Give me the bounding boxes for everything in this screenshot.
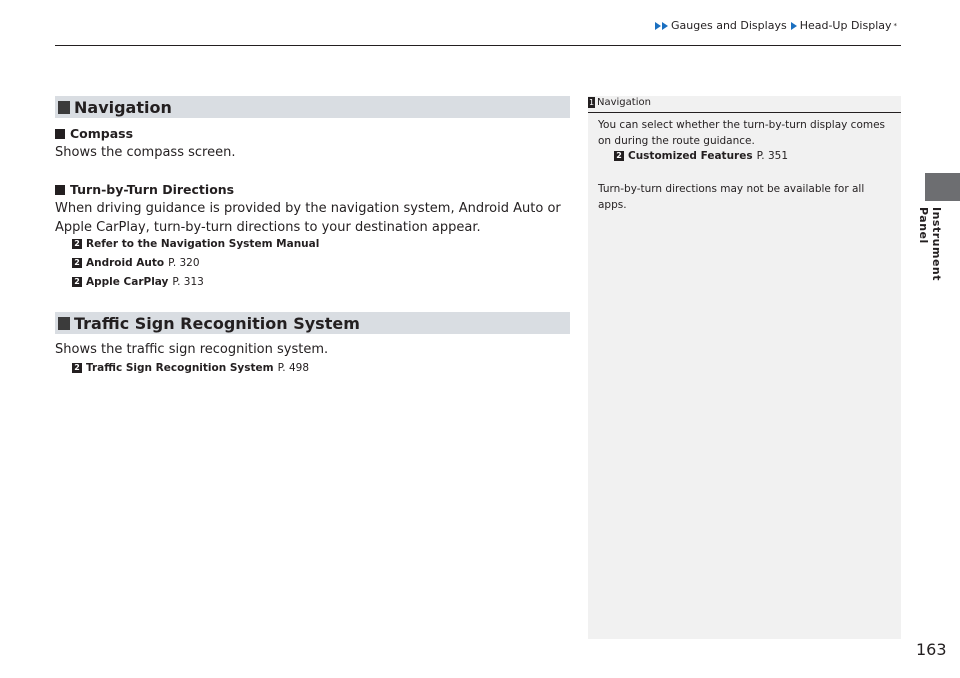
note-text-2: Turn-by-turn directions may not be available for all apps.: [598, 183, 865, 211]
xref-arrow-icon: 2: [614, 151, 624, 161]
page-number: 163: [916, 640, 947, 659]
xref-page: P. 498: [277, 362, 310, 374]
xref-arrow-icon: 2: [72, 258, 82, 268]
xref-page: P. 313: [172, 276, 204, 288]
note-number-badge: 1: [588, 98, 595, 107]
subheading-compass: [55, 126, 133, 141]
breadcrumb-arrow-icon: [662, 22, 668, 30]
section-header-traffic-sign: [55, 312, 570, 334]
subheading-text: Turn-by-Turn Directions: [70, 182, 235, 197]
breadcrumb: [655, 19, 897, 32]
breadcrumb-arrow-icon: [791, 22, 797, 30]
section-square-icon: [58, 101, 70, 114]
xref-customized-features[interactable]: [614, 150, 788, 162]
xref-apple-carplay[interactable]: [72, 276, 204, 288]
section-title: Traffic Sign Recognition System: [74, 313, 360, 333]
xref-arrow-icon: 2: [72, 239, 82, 249]
xref-title: Refer to the Navigation System Manual: [86, 238, 320, 250]
traffic-sign-description: Shows the traffic sign recognition system.: [55, 342, 329, 357]
xref-title: Apple CarPlay: [86, 276, 169, 288]
chapter-label: Instrument Panel: [917, 207, 943, 281]
optional-feature-mark: *: [893, 21, 897, 30]
section-title: Navigation: [74, 97, 172, 117]
bullet-square-icon: [55, 185, 65, 195]
subheading-turn-by-turn: [55, 182, 234, 197]
xref-android-auto[interactable]: [72, 257, 200, 269]
note-header: [588, 97, 901, 108]
subheading-text: Compass: [70, 126, 134, 141]
note-text-1: You can select whether the turn-by-turn display comes on during the route guidance.: [598, 119, 886, 147]
bullet-square-icon: [55, 129, 65, 139]
breadcrumb-item-gauges[interactable]: Gauges and Displays: [671, 19, 787, 32]
xref-title: Customized Features: [628, 150, 753, 162]
chapter-tab: [925, 173, 960, 201]
xref-title: Traffic Sign Recognition System: [86, 362, 274, 374]
note-rule: [588, 112, 901, 113]
section-square-icon: [58, 317, 70, 330]
note-title: Navigation: [597, 97, 651, 108]
header-rule: [55, 45, 901, 46]
xref-title: Android Auto: [86, 257, 165, 269]
breadcrumb-item-hud[interactable]: Head-Up Display: [799, 19, 892, 32]
xref-page: P. 320: [168, 257, 200, 269]
breadcrumb-arrow-icon: [655, 22, 661, 30]
xref-arrow-icon: 2: [72, 277, 82, 287]
turn-by-turn-description: When driving guidance is provided by the navigation system, Android Auto or Apple CarPlay, turn-by-turn directions to your destination appear.: [55, 201, 561, 235]
xref-navigation-manual[interactable]: [72, 238, 323, 250]
section-header-navigation: [55, 96, 570, 118]
xref-arrow-icon: 2: [72, 363, 82, 373]
note-panel: [588, 96, 901, 639]
xref-traffic-sign[interactable]: [72, 362, 309, 374]
xref-page: P. 351: [756, 150, 789, 162]
compass-description: Shows the compass screen.: [55, 145, 236, 160]
